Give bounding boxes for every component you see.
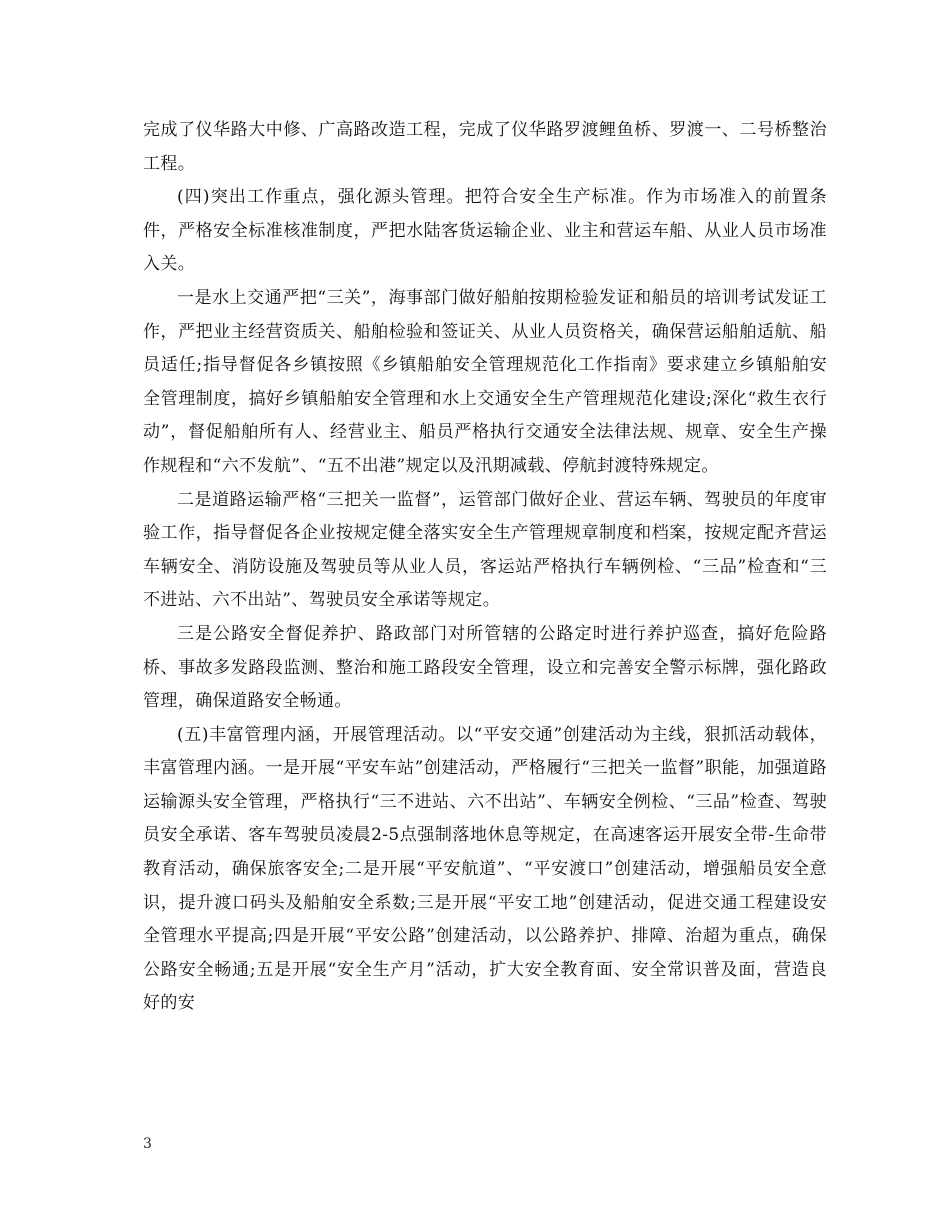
paragraph-2: (四)突出工作重点，强化源头管理。把符合安全生产标准。作为市场准入的前置条件，严格安全标准核准制度，严把水陆客货运输企业、业主和营运车船、从业人员市场准入关。 [143,187,827,275]
paragraph-4: 二是道路运输严格“三把关一监督”，运管部门做好企业、营运车辆、驾驶员的年度审验工作，指导督促各企业按规定健全落实安全生产管理规章制度和档案，按规定配齐营运车辆安全、消防设施及驾驶员等从业人员，客运站严格执行车辆例检、“三品”检查和“三不进站、六不出站”、驾驶员安全承诺等规定。 [143,489,827,611]
body-text [143,114,827,1021]
page-number: 3 [143,1136,152,1152]
paragraph-3: 一是水上交通严把“三关”，海事部门做好船舶按期检验发证和船员的培训考试发证工作，严把业主经营资质关、船舶检验和签证关、从业人员资格关，确保营运船舶适航、船员适任;指导督促各乡镇按照《乡镇船舶安全管理规范化工作指南》要求建立乡镇船舶安全管理制度，搞好乡镇船舶安全管理和水上交通安全生产管理规范化建设;深化“救生衣行动”，督促船舶所有人、经营业主、船员严格执行交通安全法律法规、规章、安全生产操作规程和“六不发航”、“五不出港”规定以及汛期减载、停航封渡特殊规定。 [143,287,827,476]
paragraph-1: 完成了仪华路大中修、广高路改造工程，完成了仪华路罗渡鲤鱼桥、罗渡一、二号桥整治工程。 [143,120,827,174]
paragraph-6: (五)丰富管理内涵，开展管理活动。以“平安交通”创建活动为主线，狠抓活动载体，丰富管理内涵。一是开展“平安车站”创建活动，严格履行“三把关一监督”职能，加强道路运输源头安全管理，严格执行“三不进站、六不出站”、车辆安全例检、“三品”检查、驾驶员安全承诺、客车驾驶员凌晨2-5点强制落地休息等规定，在高速客运开展安全带-生命带教育活动，确保旅客安全;二是开展“平安航道”、“平安渡口”创建活动，增强船员安全意识，提升渡口码头及船舶安全系数;三是开展“平安工地”创建活动，促进交通工程建设安全管理水平提高;四是开展“平安公路”创建活动，以公路养护、排障、治超为重点，确保公路安全畅通;五是开展“安全生产月”活动，扩大安全教育面、安全常识普及面，营造良好的安 [143,724,827,1014]
paragraph-5: 三是公路安全督促养护、路政部门对所管辖的公路定时进行养护巡查，搞好危险路桥、事故多发路段监测、整治和施工路段安全管理，设立和完善安全警示标牌，强化路政管理，确保道路安全畅通。 [143,623,827,712]
